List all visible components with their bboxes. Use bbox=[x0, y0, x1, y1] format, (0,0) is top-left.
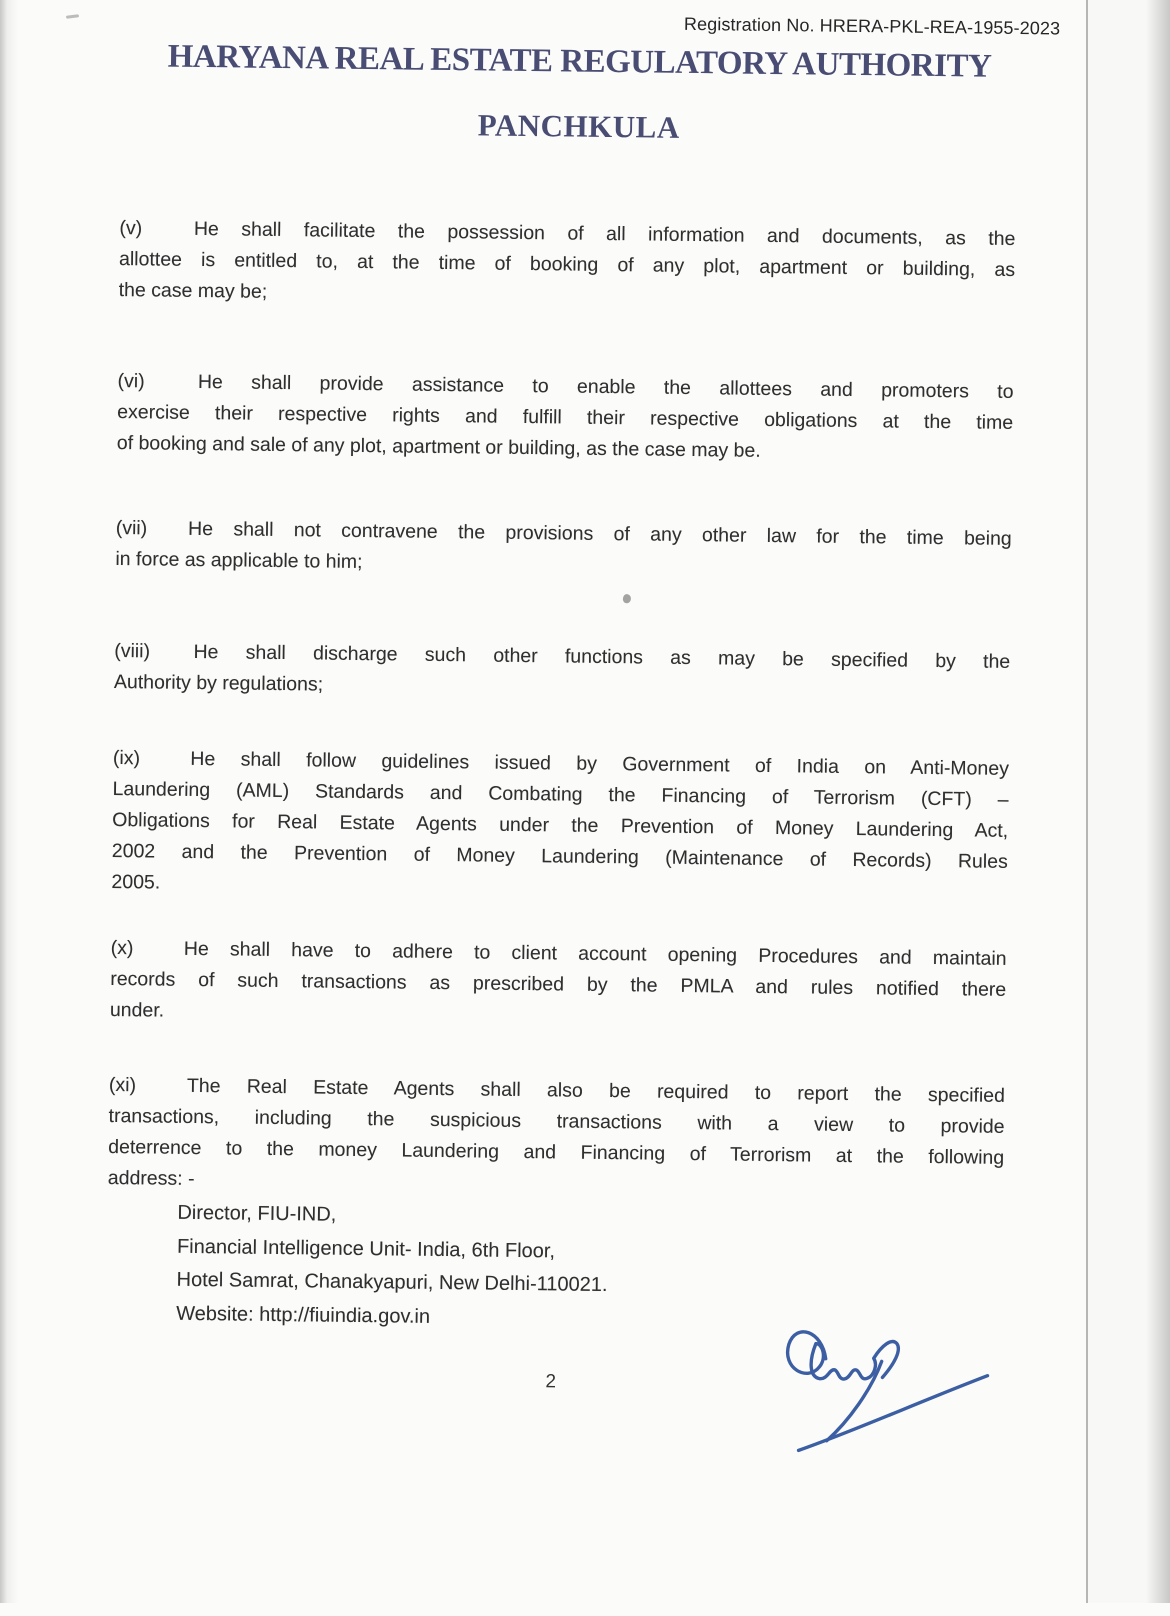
clause-text: He shall facilitate the possession of all information and documents, as the bbox=[193, 217, 1016, 250]
clause-line: Laundering (AML) Standards and Combating the Financing of Terrorism (CFT) – bbox=[112, 777, 1009, 811]
clause-paragraph-viii bbox=[114, 636, 1011, 709]
website-url-text: Website: http://fiuindia.gov.in bbox=[176, 1302, 431, 1328]
clause-line: the case may be; bbox=[118, 279, 268, 303]
clause-line: records of such transactions as prescribed by the PMLA and rules notified there bbox=[110, 967, 1007, 1001]
clause-line: in force as applicable to him; bbox=[115, 547, 363, 574]
clause-marker: (viii) bbox=[114, 639, 151, 663]
clause-marker: (ix) bbox=[112, 746, 141, 770]
clause-paragraph-x bbox=[110, 933, 1007, 1037]
clause-line: 2005. bbox=[111, 870, 161, 894]
clause-line: allottee is entitled to, at the time of booking of any plot, apartment or building, as bbox=[118, 248, 1016, 281]
clause-paragraph-v bbox=[119, 213, 1016, 317]
clause-paragraph-xi bbox=[108, 1070, 1005, 1205]
signature-ink-icon bbox=[768, 1316, 1006, 1483]
clause-line: under. bbox=[109, 998, 165, 1022]
clause-line: address: - bbox=[107, 1166, 195, 1190]
clause-marker: (v) bbox=[119, 217, 143, 240]
address-line-director: Director, FIU-IND, bbox=[177, 1201, 337, 1226]
handwritten-signature bbox=[768, 1316, 1006, 1483]
clause-text: He shall discharge such other functions as may be specified by the bbox=[193, 640, 1011, 673]
clause-text: He shall provide assistance to enable the allottees and promoters to bbox=[197, 370, 1014, 403]
authority-subtitle: PANCHKULA bbox=[477, 107, 680, 145]
fiu-address-block bbox=[176, 1197, 609, 1336]
clause-paragraph-ix bbox=[111, 743, 1009, 909]
clause-text: He shall follow guidelines issued by Government of India on Anti-Money bbox=[190, 747, 1010, 780]
page-number: 2 bbox=[545, 1371, 557, 1393]
clause-paragraph-vii bbox=[115, 513, 1012, 586]
clause-line: of booking and sale of any plot, apartment or building, as the case may be. bbox=[116, 431, 761, 462]
clause-text: The Real Estate Agents shall also be required to report the specified bbox=[186, 1074, 1006, 1107]
clause-marker: (vii) bbox=[115, 516, 148, 540]
clause-marker: (vi) bbox=[117, 369, 145, 393]
clause-text: He shall have to adhere to client account opening Procedures and maintain bbox=[183, 937, 1007, 970]
address-line-unit: Financial Intelligence Unit- India, 6th Floor, bbox=[176, 1235, 556, 1262]
clause-marker: (xi) bbox=[108, 1073, 137, 1097]
clause-marker: (x) bbox=[110, 936, 134, 960]
clause-text: He shall not contravene the provisions of any other law for the time being bbox=[187, 517, 1012, 550]
clause-line: exercise their respective rights and fulfill their respective obligations at the time bbox=[117, 400, 1014, 434]
clause-line: deterrence to the money Laundering and Financing of Terrorism at the following bbox=[108, 1135, 1005, 1169]
clause-line: 2002 and the Prevention of Money Laundering (Maintenance of Records) Rules bbox=[111, 839, 1008, 873]
clause-line: Authority by regulations; bbox=[113, 670, 324, 696]
clause-line: transactions, including the suspicious transactions with a view to provide bbox=[108, 1104, 1005, 1138]
address-line-hotel: Hotel Samrat, Chanakyapuri, New Delhi-110021. bbox=[176, 1268, 608, 1297]
registration-number: Registration No. HRERA-PKL-REA-1955-2023 bbox=[683, 13, 1061, 39]
clause-paragraph-vi bbox=[117, 366, 1014, 470]
clause-line: Obligations for Real Estate Agents under the Prevention of Money Laundering Act, bbox=[112, 808, 1009, 842]
authority-title: HARYANA REAL ESTATE REGULATORY AUTHORITY bbox=[167, 38, 992, 85]
